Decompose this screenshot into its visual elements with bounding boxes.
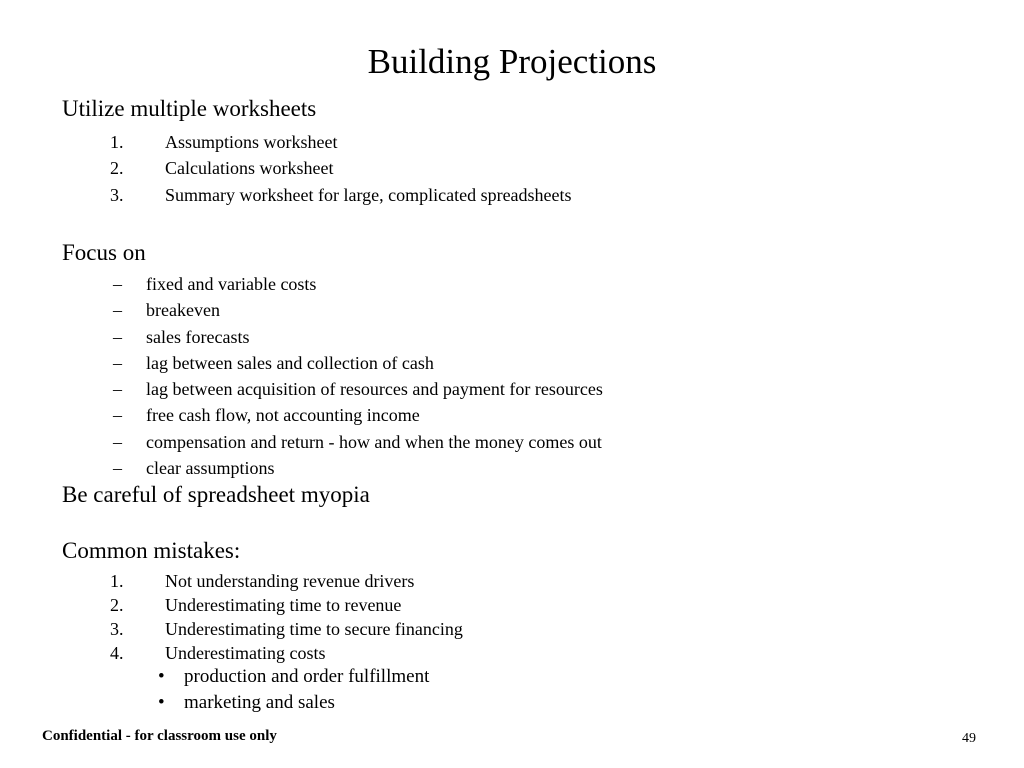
list-item-text: fixed and variable costs — [146, 274, 317, 294]
list-item-marker: 2. — [110, 595, 124, 615]
list-item — [110, 593, 463, 617]
page-number: 49 — [962, 731, 976, 746]
list-item — [158, 664, 429, 690]
list-item-marker: 3. — [110, 184, 124, 205]
list-item-text: free cash flow, not accounting income — [146, 405, 420, 426]
worksheets-numbered-list — [110, 129, 572, 208]
list-item-text: lag between sales and collection of cash — [146, 352, 434, 373]
list-item-text: Underestimating time to secure financing — [165, 619, 463, 639]
list-item — [110, 129, 572, 155]
list-item-text: sales forecasts — [146, 326, 250, 347]
list-item-text: compensation and return - how and when the money comes out — [146, 431, 602, 452]
list-item-marker: 2. — [110, 158, 124, 179]
footer-confidentiality-notice: Confidential - for classroom use only — [42, 728, 277, 744]
list-item-text: production and order fulfillment — [184, 666, 430, 687]
list-item-marker: 1. — [110, 571, 124, 591]
list-item — [113, 324, 603, 350]
list-item — [110, 155, 572, 181]
bullet-icon: • — [158, 692, 165, 713]
list-item-marker: – — [113, 300, 122, 321]
section-heading-mistakes: Common mistakes: — [62, 538, 241, 563]
list-item-marker: – — [113, 274, 122, 294]
list-item — [110, 182, 572, 208]
list-item — [113, 271, 603, 297]
list-item — [113, 402, 603, 428]
list-item-text: Calculations worksheet — [165, 158, 334, 179]
section-heading-focus: Focus on — [62, 240, 146, 265]
list-item-marker: – — [113, 326, 122, 347]
list-item-text: Underestimating time to revenue — [165, 595, 402, 615]
list-item — [113, 429, 603, 455]
list-item-marker: – — [113, 431, 122, 452]
mistakes-numbered-list — [110, 569, 463, 665]
focus-dash-list — [113, 271, 603, 481]
slide-title: Building Projections — [367, 42, 657, 81]
list-item-marker: – — [113, 379, 122, 400]
list-item-text: lag between acquisition of resources and payment for resources — [146, 379, 603, 400]
list-item-marker: 3. — [110, 619, 124, 639]
list-item — [110, 617, 463, 641]
list-item-marker: – — [113, 458, 122, 479]
list-item — [113, 455, 603, 481]
list-item-marker: 4. — [110, 643, 124, 663]
list-item — [113, 350, 603, 376]
list-item-text: Summary worksheet for large, complicated spreadsheets — [165, 184, 572, 205]
list-item — [113, 297, 603, 323]
list-item-text: marketing and sales — [184, 692, 335, 713]
section-heading-worksheets: Utilize multiple worksheets — [62, 96, 317, 121]
list-item-text: Not understanding revenue drivers — [165, 571, 415, 591]
list-item — [110, 641, 463, 665]
section-heading-myopia: Be careful of spreadsheet myopia — [62, 482, 370, 507]
list-item-marker: – — [113, 352, 122, 373]
list-item-marker: 1. — [110, 132, 124, 152]
list-item-marker: – — [113, 405, 122, 426]
list-item — [113, 376, 603, 402]
list-item-text: Underestimating costs — [165, 643, 326, 663]
list-item-text: Assumptions worksheet — [165, 132, 338, 152]
bullet-icon: • — [158, 666, 165, 687]
list-item-text: clear assumptions — [146, 458, 275, 479]
list-item — [110, 569, 463, 593]
mistakes-bullet-sublist — [158, 664, 429, 716]
list-item — [158, 690, 429, 716]
list-item-text: breakeven — [146, 300, 220, 321]
